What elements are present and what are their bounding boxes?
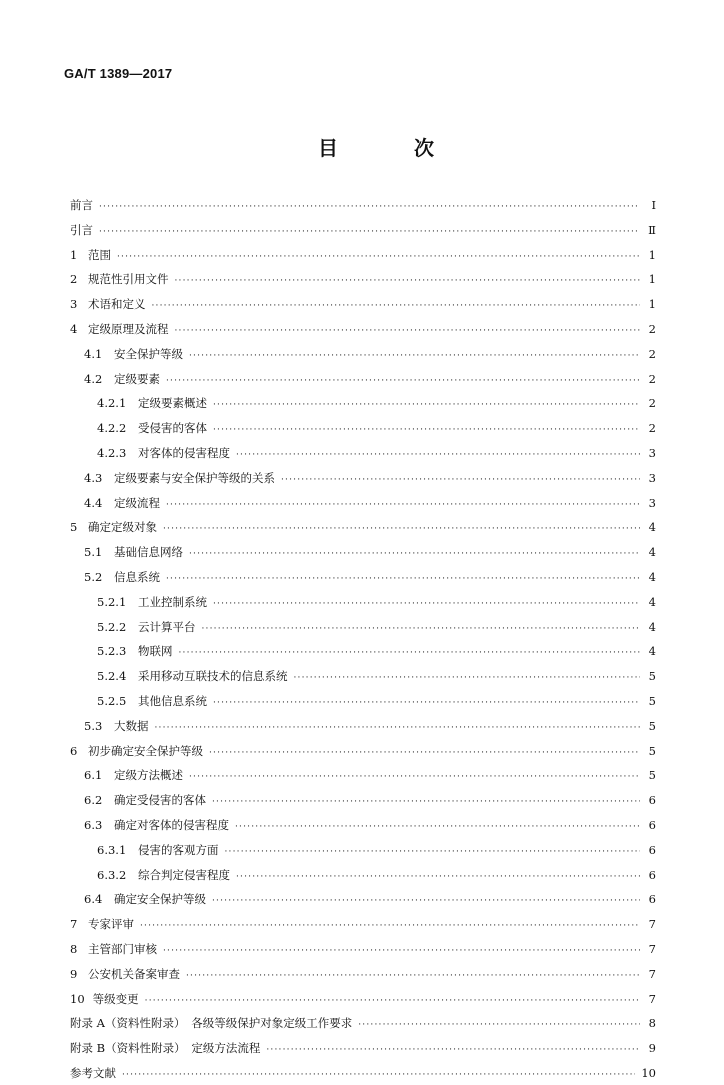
toc-entry[interactable] — [70, 964, 656, 986]
toc-entry-page: 2 — [648, 321, 656, 336]
toc-entry-page: Ⅱ — [648, 222, 656, 237]
dot-leader — [99, 197, 640, 217]
toc-entry[interactable] — [70, 418, 656, 440]
toc-entry[interactable] — [70, 989, 656, 1011]
toc-entry-number: 4.2.1 — [97, 396, 127, 411]
toc-entry-number: 4.2.2 — [97, 421, 127, 436]
dot-leader — [212, 891, 640, 911]
toc-entry-title: 确定受侵害的客体 — [114, 793, 206, 808]
dot-leader — [358, 1015, 640, 1035]
toc-entry-page: 5 — [648, 768, 656, 783]
toc-entry[interactable] — [70, 220, 656, 242]
toc-entry[interactable] — [70, 1013, 656, 1035]
toc-entry-title: 采用移动互联技术的信息系统 — [138, 669, 288, 684]
toc-entry[interactable] — [70, 641, 656, 663]
toc-entry[interactable] — [70, 443, 656, 465]
toc-entry-number: 4.3 — [84, 470, 103, 485]
toc-entry-title: 定级原理及流程 — [88, 321, 169, 336]
dot-leader — [266, 1040, 640, 1060]
dot-leader — [186, 966, 640, 986]
document-code: GA/T 1389—2017 — [64, 66, 173, 81]
dot-leader — [213, 693, 640, 713]
toc-entry-number: 6.4 — [84, 892, 103, 907]
dot-leader — [209, 743, 640, 763]
toc-entry-number: 3 — [70, 297, 78, 312]
table-of-contents — [70, 195, 656, 1085]
toc-entry[interactable] — [70, 195, 656, 217]
toc-entry[interactable] — [70, 617, 656, 639]
toc-entry-number: 5.2.1 — [97, 594, 127, 609]
toc-entry-page: 4 — [648, 545, 656, 560]
toc-entry[interactable] — [70, 865, 656, 887]
toc-entry-title: 等级变更 — [92, 991, 139, 1006]
toc-entry[interactable] — [70, 1038, 656, 1060]
toc-entry-page: 1 — [648, 297, 656, 312]
toc-entry-page: 1 — [648, 247, 656, 262]
page-title: 目 次 — [318, 136, 462, 160]
toc-entry-page: 5 — [648, 669, 656, 684]
toc-entry-page: 6 — [648, 793, 656, 808]
toc-entry[interactable] — [70, 741, 656, 763]
toc-entry-number: 6.2 — [84, 793, 103, 808]
toc-entry-page: 2 — [648, 421, 656, 436]
toc-entry-title: 确定安全保护等级 — [114, 892, 206, 907]
toc-entry[interactable] — [70, 319, 656, 341]
dot-leader — [166, 569, 640, 589]
toc-entry-page: 7 — [648, 917, 656, 932]
toc-entry-page: 3 — [648, 445, 656, 460]
dot-leader — [189, 767, 640, 787]
toc-entry-number: 5.1 — [84, 545, 103, 560]
toc-entry-number: 4 — [70, 321, 78, 336]
toc-entry-page: 5 — [648, 693, 656, 708]
toc-entry[interactable] — [70, 294, 656, 316]
toc-entry-number: 2 — [70, 272, 78, 287]
toc-entry-title: 云计算平台 — [138, 619, 196, 634]
dot-leader — [213, 395, 640, 415]
toc-entry-title: 定级要素概述 — [138, 396, 207, 411]
toc-entry[interactable] — [70, 939, 656, 961]
toc-entry-number: 7 — [70, 917, 78, 932]
dot-leader — [163, 519, 640, 539]
toc-entry-number: 6.3.2 — [97, 867, 127, 882]
dot-leader — [225, 842, 641, 862]
toc-entry-page: 6 — [648, 842, 656, 857]
toc-entry[interactable] — [70, 393, 656, 415]
dot-leader — [294, 668, 641, 688]
dot-leader — [166, 371, 640, 391]
toc-entry-page: 7 — [648, 991, 656, 1006]
toc-entry-number: 5 — [70, 520, 78, 535]
toc-entry-title: 受侵害的客体 — [138, 421, 207, 436]
toc-entry-title: 其他信息系统 — [138, 693, 207, 708]
toc-entry-number: 6 — [70, 743, 78, 758]
toc-entry-number: 8 — [70, 941, 78, 956]
toc-entry-page: 4 — [648, 594, 656, 609]
toc-entry[interactable] — [70, 344, 656, 366]
toc-entry-title: 定级要素 — [114, 371, 160, 386]
toc-entry-page: 6 — [648, 867, 656, 882]
toc-entry-number: 1 — [70, 247, 78, 262]
dot-leader — [117, 247, 640, 267]
toc-entry-number: 5.2 — [84, 569, 103, 584]
toc-entry-title: 术语和定义 — [88, 297, 146, 312]
dot-leader — [213, 594, 640, 614]
toc-entry-number: 9 — [70, 966, 78, 981]
dot-leader — [175, 321, 641, 341]
toc-entry-title: 定级方法概述 — [114, 768, 183, 783]
toc-entry-page: 1 — [648, 272, 656, 287]
toc-entry-number: 4.1 — [84, 346, 103, 361]
toc-entry-page: 5 — [648, 718, 656, 733]
toc-entry[interactable] — [70, 691, 656, 713]
toc-entry[interactable] — [70, 567, 656, 589]
toc-entry[interactable] — [70, 716, 656, 738]
toc-entry-page: 4 — [648, 569, 656, 584]
toc-entry-title: 主管部门审核 — [88, 941, 157, 956]
toc-entry-page: 6 — [648, 817, 656, 832]
toc-entry-page: Ⅰ — [651, 198, 656, 212]
toc-entry-number: 4.2.3 — [97, 445, 127, 460]
toc-entry-title: 定级要素与安全保护等级的关系 — [114, 470, 275, 485]
toc-entry-number: 6.3 — [84, 817, 103, 832]
toc-entry-page: 2 — [648, 396, 656, 411]
toc-entry-title: 前言 — [70, 198, 93, 212]
toc-entry-title: 大数据 — [114, 718, 149, 733]
toc-entry-title: 附录 A（资料性附录） 各级等级保护对象定级工作要求 — [70, 1016, 353, 1031]
toc-entry-number: 5.2.2 — [97, 619, 127, 634]
toc-entry-page: 5 — [648, 743, 656, 758]
dot-leader — [166, 495, 640, 515]
dot-leader — [163, 941, 640, 961]
dot-leader — [236, 867, 640, 887]
toc-entry-page: 6 — [648, 892, 656, 907]
dot-leader — [235, 817, 640, 837]
toc-entry-number: 5.2.4 — [97, 669, 127, 684]
toc-entry[interactable] — [70, 245, 656, 267]
toc-entry-page: 4 — [648, 644, 656, 659]
toc-entry[interactable] — [70, 592, 656, 614]
dot-leader — [236, 445, 640, 465]
toc-entry[interactable] — [70, 369, 656, 391]
toc-entry[interactable] — [70, 790, 656, 812]
toc-entry[interactable] — [70, 815, 656, 837]
dot-leader — [175, 271, 641, 291]
toc-entry[interactable] — [70, 765, 656, 787]
toc-entry-title: 确定对客体的侵害程度 — [114, 817, 229, 832]
toc-entry-title: 公安机关备案审查 — [88, 966, 180, 981]
toc-entry[interactable] — [70, 468, 656, 490]
dot-leader — [145, 991, 640, 1011]
toc-entry-title: 范围 — [88, 247, 111, 262]
dot-leader — [213, 420, 640, 440]
toc-entry-page: 3 — [648, 495, 656, 510]
dot-leader — [155, 718, 641, 738]
dot-leader — [189, 346, 640, 366]
toc-entry-title: 对客体的侵害程度 — [138, 445, 230, 460]
toc-entry-title: 基础信息网络 — [114, 545, 183, 560]
toc-entry-title: 信息系统 — [114, 569, 160, 584]
toc-entry[interactable] — [70, 517, 656, 539]
toc-entry-title: 物联网 — [138, 644, 173, 659]
toc-entry-number: 4.4 — [84, 495, 103, 510]
toc-entry[interactable] — [70, 914, 656, 936]
toc-entry-title: 定级流程 — [114, 495, 160, 510]
toc-entry-title: 引言 — [70, 222, 93, 237]
dot-leader — [99, 222, 640, 242]
toc-entry-number: 6.1 — [84, 768, 103, 783]
toc-entry-page: 3 — [648, 470, 656, 485]
dot-leader — [122, 1065, 635, 1085]
toc-entry-title: 规范性引用文件 — [88, 272, 169, 287]
toc-entry-title: 确定定级对象 — [88, 520, 157, 535]
dot-leader — [140, 916, 640, 936]
toc-entry-title: 工业控制系统 — [138, 594, 207, 609]
toc-entry-number: 6.3.1 — [97, 842, 127, 857]
toc-entry-title: 安全保护等级 — [114, 346, 183, 361]
dot-leader — [281, 470, 640, 490]
toc-entry-page: 7 — [648, 941, 656, 956]
toc-entry-title: 初步确定安全保护等级 — [88, 743, 203, 758]
toc-entry-number: 5.3 — [84, 718, 103, 733]
toc-entry-page: 2 — [648, 346, 656, 361]
toc-entry-title: 侵害的客观方面 — [138, 842, 219, 857]
toc-entry-title: 参考文献 — [70, 1065, 116, 1080]
dot-leader — [179, 643, 641, 663]
toc-entry-number: 4.2 — [84, 371, 103, 386]
dot-leader — [189, 544, 640, 564]
toc-entry[interactable] — [70, 840, 656, 862]
toc-entry[interactable] — [70, 542, 656, 564]
toc-entry-number: 10 — [70, 991, 85, 1006]
toc-entry-page: 9 — [648, 1041, 656, 1056]
dot-leader — [152, 296, 641, 316]
toc-entry-page: 8 — [648, 1016, 656, 1031]
toc-entry-page: 4 — [648, 520, 656, 535]
toc-entry-page: 10 — [641, 1065, 656, 1080]
toc-entry-title: 综合判定侵害程度 — [138, 867, 230, 882]
toc-entry[interactable] — [70, 1063, 656, 1085]
toc-entry-page: 7 — [648, 966, 656, 981]
toc-entry-title: 专家评审 — [88, 917, 134, 932]
toc-entry-number: 5.2.3 — [97, 644, 127, 659]
toc-entry-number: 5.2.5 — [97, 693, 127, 708]
toc-entry-page: 4 — [648, 619, 656, 634]
dot-leader — [202, 619, 641, 639]
dot-leader — [212, 792, 640, 812]
toc-entry[interactable] — [70, 889, 656, 911]
toc-entry[interactable] — [70, 493, 656, 515]
toc-entry-title: 附录 B（资料性附录） 定级方法流程 — [70, 1041, 261, 1056]
toc-entry-page: 2 — [648, 371, 656, 386]
toc-entry[interactable] — [70, 666, 656, 688]
toc-entry[interactable] — [70, 269, 656, 291]
